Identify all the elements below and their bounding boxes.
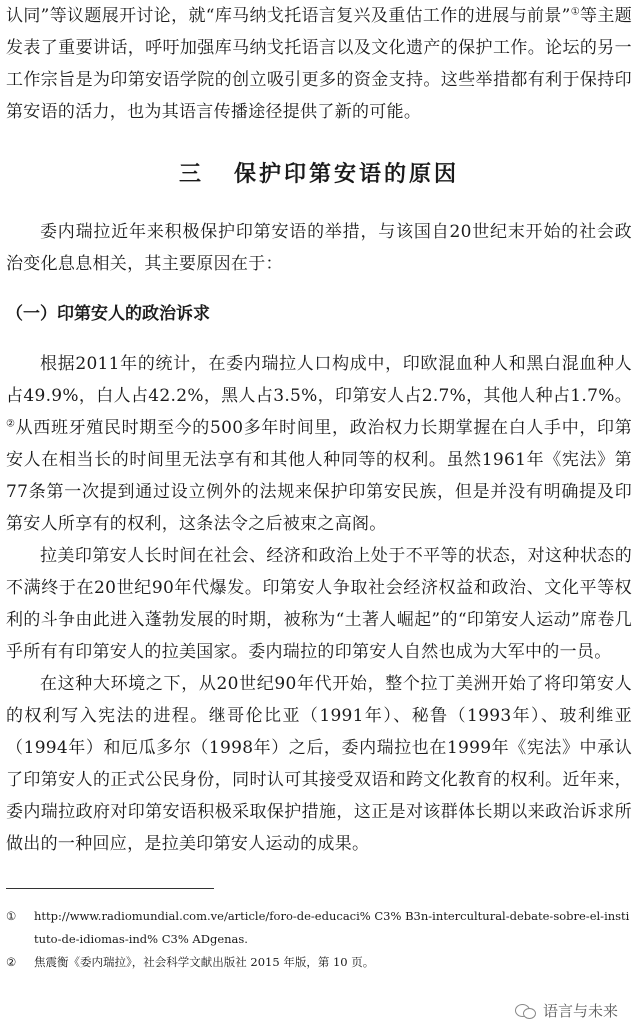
paragraph-intro (6, 0, 632, 128)
paragraph-reasons: 委内瑞拉近年来积极保护印第安语的举措，与该国自20世纪末开始的社会政治变化息息相关，其主要原因在于： (6, 222, 632, 274)
document-page (6, 0, 632, 974)
section-title: 保护印第安语的原因 (234, 161, 460, 187)
watermark (515, 1000, 618, 1021)
footnote-1-mark: ① (6, 909, 17, 923)
footnote-ref-1[interactable]: ① (570, 6, 581, 18)
paragraph-intro-text-b: 等主题发表了重要讲话，呼吁加强库马纳戈托语言以及文化遗产的保护工作。论坛的另一工作宗旨是为印第安语学院的创立吸引更多的资金支持。这些举措都有利于保持印第安语的活力，也为其语言传播途径提供了新的可能。 (6, 6, 632, 122)
footnote-2-mark: ② (6, 955, 17, 969)
section-heading (6, 158, 632, 190)
wechat-icon (515, 1002, 537, 1020)
paragraph-latin-america: 拉美印第安人长时间在社会、经济和政治上处于不平等的状态，对这种状态的不满终于在20世纪90年代爆发。印第安人争取社会经济权益和政治、文化平等权利的斗争由此进入蓬勃发展的时期，被称为“土著人崛起”的“印第安人运动”席卷几乎所有有印第安人的拉美国家。委内瑞拉的印第安人自然也成为大军中的一员。 (6, 546, 632, 662)
paragraph-intro-text-a: 认同”等议题展开讨论，就“库马纳戈托语言复兴及重估工作的进展与前景” (6, 6, 571, 26)
footnote-2-text: 焦震衡《委内瑞拉》，社会科学文献出版社 2015 年版，第 10 页。 (34, 955, 375, 969)
watermark-text: 语言与未来 (542, 1002, 618, 1020)
footnote-divider (6, 888, 214, 889)
subsection-heading: （一）印第安人的政治诉求 (6, 304, 210, 324)
paragraph-statistics-text-b: 从西班牙殖民时期至今的500多年时间里，政治权力长期掌握在白人手中，印第安人在相当长的时间里无法享有和其他人种同等的权利。虽然1961年《宪法》第77条第一次提到通过设立例外的法规来保护印第安民族，但是并没有明确提及印第安人所享有的权利，这条法令之后被束之高阁。 (6, 418, 633, 534)
footnote-ref-2[interactable]: ② (6, 418, 16, 430)
paragraph-statistics-text-a: 根据2011年的统计，在委内瑞拉人口构成中，印欧混血种人和黑白混血种人占49.9%，白人占42.2%，黑人占3.5%，印第安人占2.7%，其他人种占1.7%。 (6, 354, 632, 406)
paragraph-constitution: 在这种大环境之下，从20世纪90年代开始，整个拉丁美洲开始了将印第安人的权利写入宪法的进程。继哥伦比亚（1991年）、秘鲁（1993年）、玻利维亚（1994年）和厄瓜多尔（1998年）之后，委内瑞拉也在1999年《宪法》中承认了印第安人的正式公民身份，同时认可其接受双语和跨文化教育的权利。近年来，委内瑞拉政府对印第安语积极采取保护措施，这正是对该群体长期以来政治诉求所做出的一种回应，是拉美印第安人运动的成果。 (6, 674, 632, 854)
footnote-2 (6, 951, 632, 974)
footnote-1-url[interactable]: http://www.radiomundial.com.ve/article/foro-de-educaci% C3% B3n-intercultural-debate-sobre-el-instituto-de-idiomas-ind% C3% ADgenas. (34, 909, 630, 946)
paragraph-statistics (6, 348, 632, 540)
section-number: 三 (178, 161, 204, 187)
footnote-1 (6, 905, 632, 951)
